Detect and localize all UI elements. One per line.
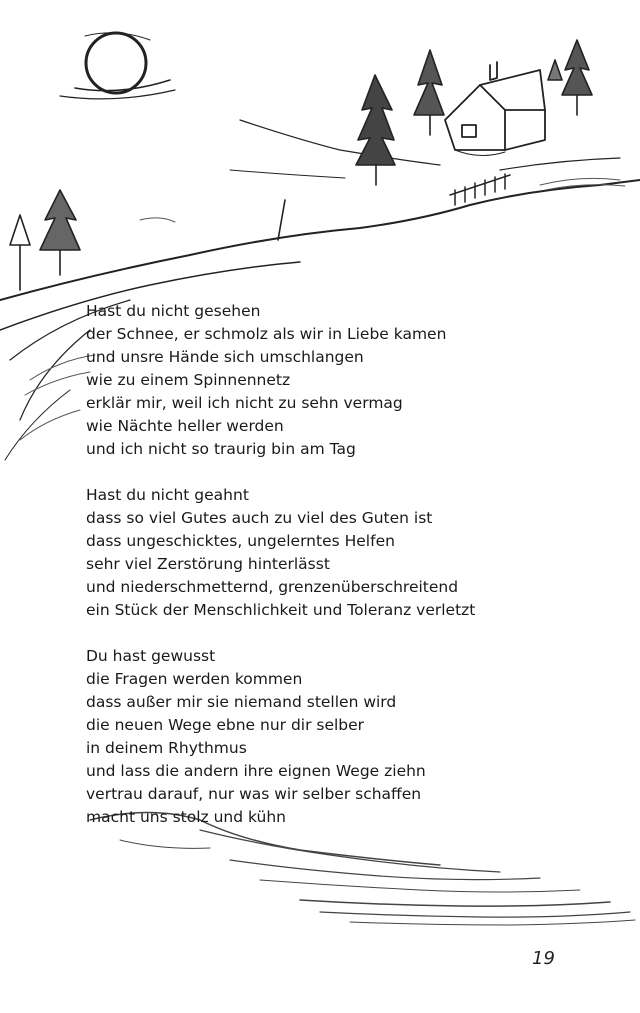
poem-line: die Fragen werden kommen bbox=[86, 670, 303, 688]
poem-line: sehr viel Zerstörung hinterlässt bbox=[86, 555, 330, 573]
poem-line: ein Stück der Menschlichkeit und Toleranz verletzt bbox=[86, 601, 476, 619]
poem-line: der Schnee, er schmolz als wir in Liebe kamen bbox=[86, 325, 447, 343]
stanza-3 bbox=[86, 645, 606, 829]
poem bbox=[86, 300, 606, 852]
stanza-2 bbox=[86, 484, 606, 622]
poem-line: dass außer mir sie niemand stellen wird bbox=[86, 693, 397, 711]
poem-line: und unsre Hände sich umschlangen bbox=[86, 348, 364, 366]
poem-line: dass so viel Gutes auch zu viel des Guten ist bbox=[86, 509, 433, 527]
house-sketch bbox=[445, 62, 545, 156]
poem-line: macht uns stolz und kühn bbox=[86, 808, 286, 826]
fence-sketch bbox=[450, 174, 510, 205]
poem-line: dass ungeschicktes, ungelerntes Helfen bbox=[86, 532, 395, 550]
poem-line: die neuen Wege ebne nur dir selber bbox=[86, 716, 365, 734]
moon-sketch bbox=[60, 33, 175, 99]
tree-sketches bbox=[10, 40, 592, 290]
poem-line: Hast du nicht geahnt bbox=[86, 486, 249, 504]
poem-line: Hast du nicht gesehen bbox=[86, 302, 261, 320]
poem-line: wie zu einem Spinnennetz bbox=[86, 371, 291, 389]
poem-line: vertrau darauf, nur was wir selber schaffen bbox=[86, 785, 422, 803]
poem-line: Du hast gewusst bbox=[86, 647, 216, 665]
poem-line: und lass die andern ihre eignen Wege ziehn bbox=[86, 762, 426, 780]
stanza-1 bbox=[86, 300, 606, 461]
poem-line: und niederschmetternd, grenzenüberschreitend bbox=[86, 578, 459, 596]
poem-line: in deinem Rhythmus bbox=[86, 739, 247, 757]
poem-line: und ich nicht so traurig bin am Tag bbox=[86, 440, 356, 458]
poem-line: erklär mir, weil ich nicht zu sehn vermag bbox=[86, 394, 403, 412]
page-number: 19 bbox=[532, 948, 555, 969]
poem-line: wie Nächte heller werden bbox=[86, 417, 284, 435]
